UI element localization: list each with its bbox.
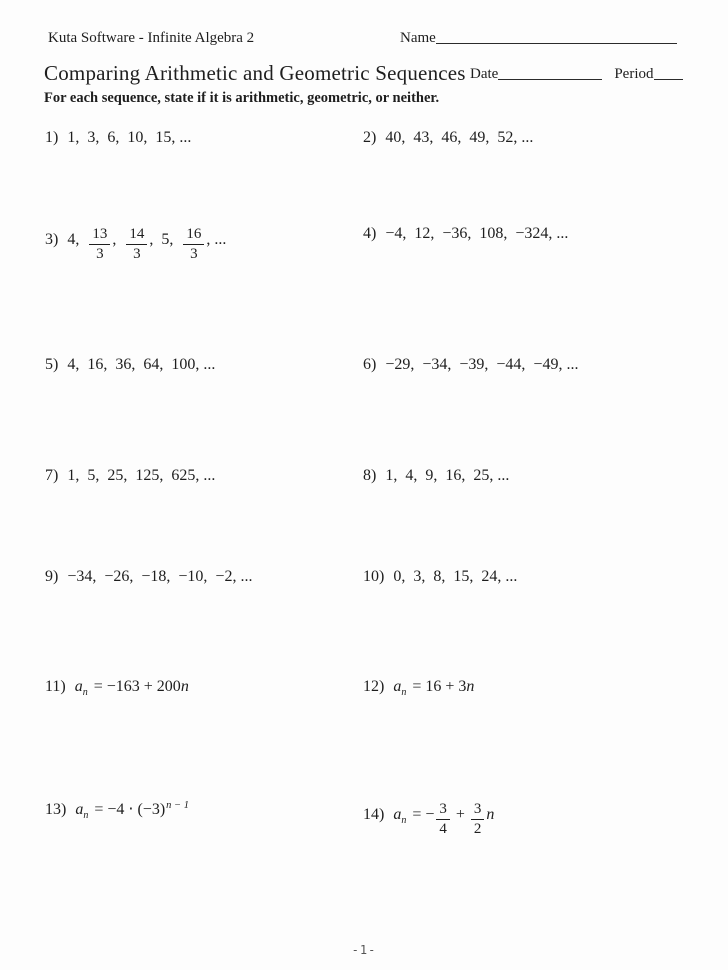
fraction: $\frac{16}{3}$ [183, 226, 204, 263]
math-variable: a [393, 805, 402, 823]
problem-1 [45, 129, 191, 147]
name-label: Name [400, 30, 436, 46]
sequence-text: = − [408, 805, 435, 823]
problem-9 [45, 568, 252, 586]
sequence-text: 4, 16, 36, 64, 100, ... [67, 356, 216, 373]
problem-number: 9) [45, 568, 59, 585]
problem-number: 13) [45, 801, 67, 818]
math-variable: a [75, 801, 84, 818]
superscript: n − 1 [166, 800, 189, 811]
problem-number: 2) [363, 129, 377, 146]
problem-number: 10) [363, 568, 385, 585]
sequence-text: 40, 43, 46, 49, 52, ... [385, 129, 534, 146]
worksheet-title: Comparing Arithmetic and Geometric Sequences [44, 61, 466, 85]
sequence-text: 0, 3, 8, 15, 24, ... [393, 568, 518, 585]
date-label: Date [470, 66, 499, 82]
problem-7 [45, 467, 215, 485]
sequence-text: , ... [206, 230, 227, 248]
problem-5 [45, 356, 215, 374]
sequence-text: = 16 + 3 [408, 678, 467, 695]
math-variable: n [180, 678, 189, 695]
problem-11 [45, 678, 189, 696]
problem-12 [363, 678, 474, 696]
math-variable: a [393, 678, 402, 695]
problem-number: 8) [363, 467, 377, 484]
fraction: $\frac{14}{3}$ [126, 226, 147, 263]
subscript: n [82, 687, 88, 698]
problem-number: 1) [45, 129, 59, 146]
problem-number: 12) [363, 678, 385, 695]
problem-number: 14) [363, 805, 385, 823]
math-variable: n [466, 678, 475, 695]
page-number: -1- [351, 943, 377, 957]
fraction: $\frac{3}{2}$ [471, 801, 485, 838]
instructions: For each sequence, state if it is arithmetic, geometric, or neither. [44, 90, 440, 106]
date-blank-line [498, 68, 602, 80]
sequence-text: , [112, 230, 125, 248]
period-label: Period [614, 66, 654, 82]
sequence-text: 1, 5, 25, 125, 625, ... [67, 467, 216, 484]
sequence-text: −34, −26, −18, −10, −2, ... [67, 568, 253, 585]
sequence-text: , 5, [149, 230, 182, 248]
fraction: $\frac{13}{3}$ [89, 226, 110, 263]
problem-4 [363, 225, 568, 243]
problem-10 [363, 568, 517, 586]
date-period-field [470, 66, 683, 83]
period-blank-line [654, 68, 683, 80]
problem-8 [363, 467, 509, 485]
problem-number: 7) [45, 467, 59, 484]
problem-number: 5) [45, 356, 59, 373]
problem-14 [363, 801, 494, 838]
problem-2 [363, 129, 533, 147]
name-field [400, 30, 677, 47]
page-footer [0, 943, 728, 957]
problem-number: 4) [363, 225, 377, 242]
math-variable: n [486, 805, 495, 823]
subscript: n [83, 810, 89, 821]
name-blank-line [436, 32, 677, 44]
problem-number: 3) [45, 230, 59, 248]
subscript: n [401, 687, 407, 698]
problem-6 [363, 356, 578, 374]
problem-number: 6) [363, 356, 377, 373]
math-variable: a [74, 678, 83, 695]
sequence-text: = −4 ⋅ (−3) [90, 801, 166, 818]
problem-13 [45, 799, 189, 819]
sequence-text: + [451, 805, 469, 823]
sequence-text: 4, [67, 230, 88, 248]
sequence-text: −29, −34, −39, −44, −49, ... [385, 356, 579, 373]
sequence-text: −4, 12, −36, 108, −324, ... [385, 225, 569, 242]
problem-3 [45, 226, 226, 263]
problem-number: 11) [45, 678, 66, 695]
subscript: n [401, 814, 407, 826]
software-title: Kuta Software - Infinite Algebra 2 [48, 30, 255, 46]
sequence-text: = −163 + 200 [89, 678, 181, 695]
sequence-text: 1, 3, 6, 10, 15, ... [67, 129, 192, 146]
fraction: $\frac{3}{4}$ [436, 801, 450, 838]
sequence-text: 1, 4, 9, 16, 25, ... [385, 467, 510, 484]
